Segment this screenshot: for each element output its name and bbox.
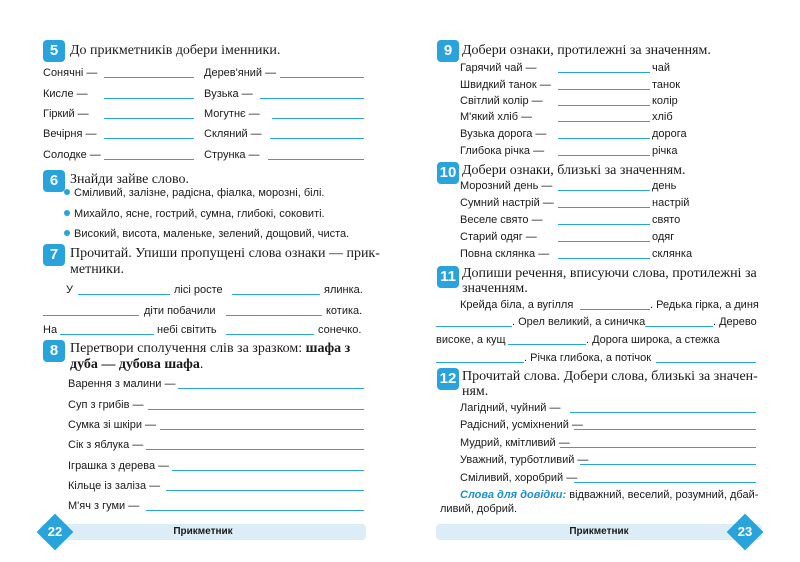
ex12-hint-line2: ливий, добрий. [440, 503, 518, 515]
ex10-item: Сумний настрій — [460, 197, 554, 209]
ex5-item: Гіркий — [43, 108, 89, 120]
ex12-item: Сміливий, хоробрий — [460, 472, 578, 484]
ex11-text: Крейда біла, а вугілля [460, 299, 574, 311]
answer-line[interactable] [146, 510, 364, 511]
ex6-option[interactable]: Високий, висота, маленьке, зелений, дощовий, чиста. [64, 228, 349, 241]
answer-line[interactable] [558, 155, 650, 156]
ex8-item: Іграшка з дерева — [68, 460, 170, 472]
ex5-item: Скляний — [204, 128, 262, 140]
answer-line[interactable] [580, 464, 756, 465]
ex5-item: Могутнє — [204, 108, 260, 120]
ex6-option[interactable]: Михайло, ясне, гострий, сумна, глибокі, соковиті. [64, 208, 325, 221]
answer-line[interactable] [272, 118, 364, 119]
answer-line[interactable] [104, 98, 194, 99]
ex8-item: Суп з грибів — [68, 399, 144, 411]
ex8-item: Кільце із заліза — [68, 480, 161, 492]
answer-line[interactable] [558, 207, 650, 208]
bullet-icon [64, 189, 70, 195]
ex10-item: Морозний день — [460, 180, 553, 192]
ex5-item: Вечірня — [43, 128, 97, 140]
answer-line[interactable] [166, 490, 364, 491]
ex5-item: Солодке — [43, 149, 101, 161]
answer-line[interactable] [558, 190, 650, 191]
ex7-text: На [43, 324, 58, 336]
answer-line[interactable] [148, 409, 364, 410]
exercise-7-heading-line2: метники. [70, 262, 124, 277]
ex12-item: Лагідний, чуйний — [460, 402, 561, 414]
answer-line[interactable] [146, 449, 364, 450]
ex9-item: Глибока річка — [460, 145, 545, 157]
answer-line[interactable] [260, 98, 364, 99]
answer-line[interactable] [104, 118, 194, 119]
answer-line[interactable] [558, 121, 650, 122]
ex7-text: котика. [326, 305, 363, 317]
exercise-8-heading-line2: дуба — дубова шафа. [70, 357, 204, 372]
ex11-text: . Орел великий, а синичка [512, 316, 646, 328]
ex10-noun: свято [652, 214, 681, 226]
answer-line[interactable] [270, 138, 364, 139]
ex8-item: Сік з яблука — [68, 439, 144, 451]
answer-line[interactable] [172, 470, 364, 471]
footer-title: Прикметник [569, 526, 629, 537]
ex8-item: М'яч з гуми — [68, 500, 140, 512]
ex9-item: Світлий колір — [460, 95, 543, 107]
page-number: 22 [37, 514, 74, 551]
exercise-9-number: 9 [437, 40, 459, 62]
ex9-noun: хліб [652, 111, 673, 123]
ex10-noun: склянка [652, 248, 693, 260]
exercise-6-heading: Знайди зайве слово. [70, 172, 190, 187]
answer-line[interactable] [656, 362, 756, 363]
bullet-icon [64, 230, 70, 236]
exercise-11-heading-line2: значенням. [462, 281, 528, 296]
ex5-item: Дерев'яний — [204, 67, 277, 79]
ex12-item: Радісний, усміхнений — [460, 419, 583, 431]
answer-line[interactable] [43, 315, 139, 316]
answer-line[interactable] [574, 429, 756, 430]
bullet-icon [64, 210, 70, 216]
exercise-11-number: 11 [437, 266, 459, 288]
answer-line[interactable] [280, 77, 364, 78]
answer-line[interactable] [436, 326, 512, 327]
exercise-7-heading-line1: Прочитай. Упиши пропущені слова ознаки — прик- [70, 246, 380, 261]
exercise-8-heading-line1: Перетвори сполучення слів за зразком: шафа з [70, 341, 351, 356]
answer-line[interactable] [232, 294, 320, 295]
exercise-5-number: 5 [43, 40, 65, 62]
ex7-text: лісі росте [174, 284, 223, 296]
exercise-12-number: 12 [437, 368, 459, 390]
ex11-text: . Дерево [713, 316, 757, 328]
answer-line[interactable] [104, 138, 194, 139]
answer-line[interactable] [104, 77, 194, 78]
ex9-noun: танок [652, 79, 681, 91]
page-footer [40, 524, 366, 540]
ex7-text: ялинка. [324, 284, 363, 296]
ex11-text: високе, а кущ [436, 334, 506, 346]
answer-line[interactable] [558, 224, 650, 225]
answer-line[interactable] [78, 294, 170, 295]
answer-line[interactable] [558, 138, 650, 139]
exercise-8-number: 8 [43, 340, 65, 362]
ex6-option[interactable]: Сміливий, залізне, радісна, фіалка, морозні, білі. [64, 187, 324, 200]
answer-line[interactable] [574, 482, 756, 483]
ex5-item: Кисле — [43, 88, 88, 100]
footer-title: Прикметник [173, 526, 233, 537]
answer-line[interactable] [558, 258, 650, 259]
answer-line[interactable] [178, 388, 364, 389]
exercise-12-heading-line1: Прочитай слова. Добери слова, близькі за значен- [462, 369, 758, 384]
exercise-6-number: 6 [43, 170, 65, 192]
answer-line[interactable] [226, 334, 314, 335]
ex9-item: Вузька дорога — [460, 128, 547, 140]
ex5-item: Сонячні — [43, 67, 98, 79]
ex9-noun: колір [652, 95, 678, 107]
ex9-noun: річка [652, 145, 678, 157]
answer-line[interactable] [60, 334, 154, 335]
exercise-7-number: 7 [43, 244, 65, 266]
ex9-noun: дорога [652, 128, 687, 140]
exercise-12-heading-line2: ням. [462, 384, 489, 399]
answer-line[interactable] [570, 412, 756, 413]
answer-line[interactable] [436, 362, 524, 363]
page-number: 23 [727, 514, 764, 551]
ex8-item: Варення з малини — [68, 378, 176, 390]
exercise-5-heading: До прикметників добери іменники. [70, 43, 281, 58]
answer-line[interactable] [558, 241, 650, 242]
exercise-10-number: 10 [437, 162, 459, 184]
ex10-noun: одяг [652, 231, 675, 243]
ex7-text: сонечко. [318, 324, 362, 336]
exercise-10-heading: Добери ознаки, близькі за значенням. [462, 163, 686, 178]
answer-line[interactable] [645, 326, 713, 327]
ex7-text: діти побачили [144, 305, 216, 317]
ex11-text: . Річка глибока, а потічок [524, 352, 652, 364]
ex9-item: М'який хліб — [460, 111, 533, 123]
answer-line[interactable] [558, 89, 650, 90]
ex9-noun: чай [652, 62, 670, 74]
answer-line[interactable] [558, 105, 650, 106]
ex11-text: . Дорога широка, а стежка [586, 334, 720, 346]
ex7-text: небі світить [157, 324, 217, 336]
answer-line[interactable] [508, 344, 586, 345]
ex5-item: Вузька — [204, 88, 253, 100]
ex10-item: Повна склянка — [460, 248, 550, 260]
ex12-item: Уважний, турботливий — [460, 454, 589, 466]
answer-line[interactable] [268, 159, 364, 160]
answer-line[interactable] [226, 315, 322, 316]
ex9-item: Швидкий танок — [460, 79, 551, 91]
exercise-9-heading: Добери ознаки, протилежні за значенням. [462, 43, 711, 58]
ex10-noun: день [652, 180, 677, 192]
ex12-item: Мудрий, кмітливий — [460, 437, 570, 449]
ex10-item: Веселе свято — [460, 214, 543, 226]
page-footer [436, 524, 762, 540]
answer-line[interactable] [160, 429, 364, 430]
ex11-text: . Редька гірка, а диня [650, 299, 759, 311]
ex10-item: Старий одяг — [460, 231, 537, 243]
exercise-11-heading-line1: Допиши речення, вписуючи слова, протилежні за [462, 266, 757, 281]
answer-line[interactable] [558, 72, 650, 73]
ex7-text: У [66, 284, 73, 296]
ex12-hint-line1: Слова для довідки: відважний, веселий, розумний, дбай- [460, 489, 759, 501]
answer-line[interactable] [560, 447, 756, 448]
ex9-item: Гарячий чай — [460, 62, 537, 74]
ex10-noun: настрій [652, 197, 690, 209]
answer-line[interactable] [104, 159, 194, 160]
ex5-item: Стрункa — [204, 149, 260, 161]
answer-line[interactable] [580, 309, 650, 310]
ex8-item: Сумка зі шкіри — [68, 419, 157, 431]
